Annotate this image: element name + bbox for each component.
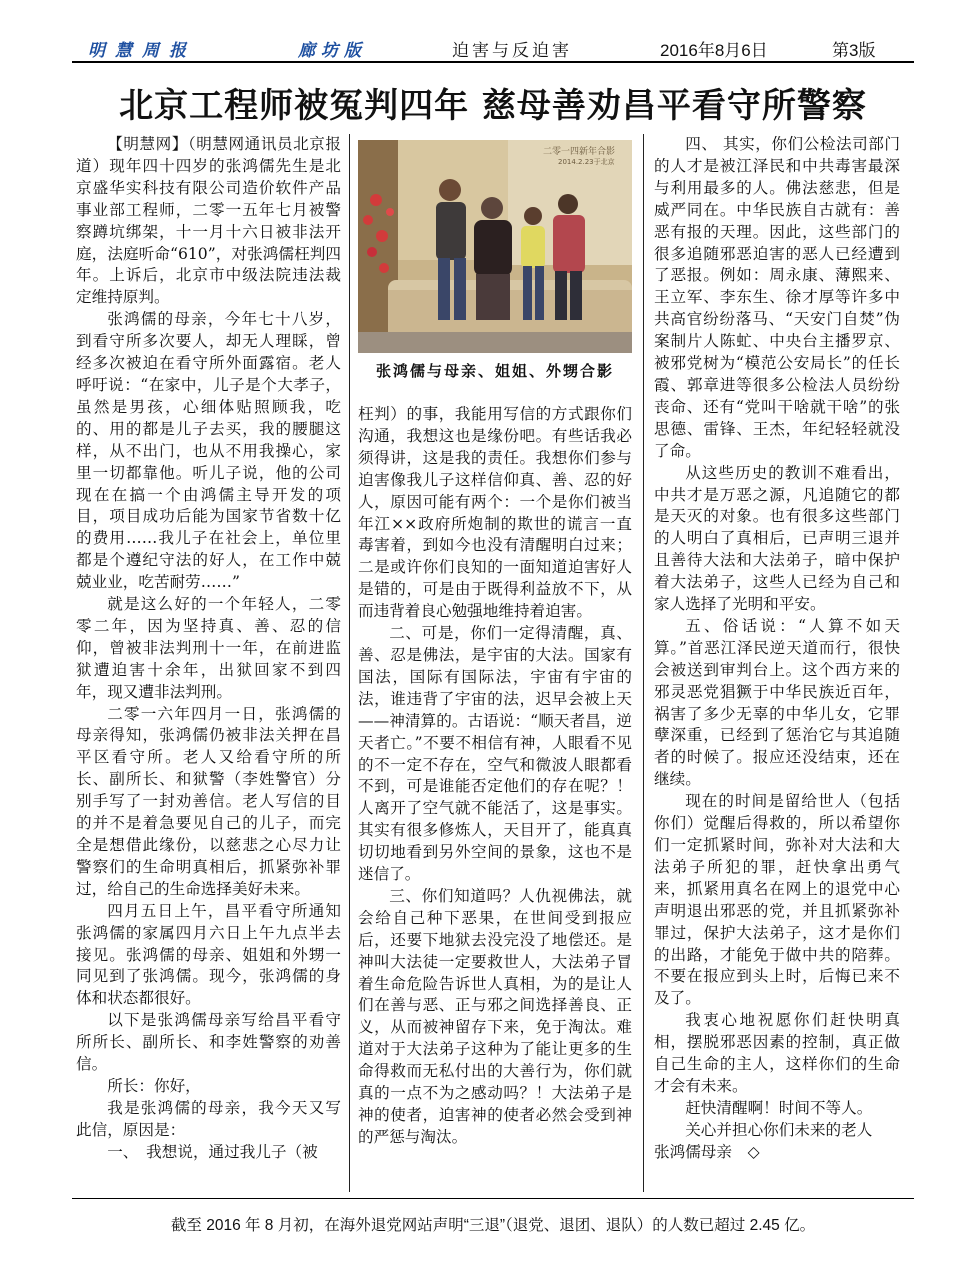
- paragraph: 就是这么好的一个年轻人，二零零二年，因为坚持真、善、忍的信仰，曾被非法判刑十一年，在前进监狱遭迫害十余年，出狱回家不到四年，现又遭非法判刑。: [76, 595, 341, 701]
- page-number: 第3版: [832, 41, 876, 60]
- paper-name: 明慧周报: [88, 41, 196, 61]
- photo-inscription: 二零一四新年合影: [543, 147, 616, 157]
- edition-name: 廊坊版: [298, 41, 367, 61]
- masthead-rule: [72, 61, 914, 63]
- footer-notice: 截至 2016 年 8 月初，在海外退党网站声明“三退”（退党、退团、退队）的人数已超过 2.45 亿。: [170, 1217, 816, 1234]
- paragraph: 现在的时间是留给世人（包括你们）觉醒后得救的，所以希望你们一定抓紧时间，弥补对大法和大法弟子所犯的罪，赶快拿出勇气来，抓紧用真名在网上的退党中心声明退出邪恶的党，并且抓紧弥补罪过，保护大法弟子，这才是你们的出路，才能免于做中共的陪葬。不要在报应到头上时，后悔已来不及了。: [654, 792, 900, 1008]
- column-divider: [643, 134, 644, 1192]
- paragraph: 五、俗话说：“人算不如天算。”首恶江泽民逆天道而行，很快会被送到审判台上。这个西方来的邪灵恶党猖獗于中华民族近百年，祸害了多少无辜的中华儿女，它罪孽深重，已经到了惩治它与其追随者的时候了。报应还没结束，还在继续。: [654, 616, 900, 789]
- issue-date: 2016年8月6日: [660, 41, 768, 60]
- article-column-3: [654, 134, 900, 1164]
- paragraph: 我衷心地祝愿你们赶快明真相，摆脱邪恶因素的控制，真正做自己生命的主人，这样你们的生命才会有未来。: [654, 1011, 900, 1095]
- paragraph: 我是张鸿儒的母亲，我今天又写此信，原因是：: [76, 1098, 341, 1139]
- article-headline: 北京工程师被冤判四年 慈母善劝昌平看守所警察: [119, 86, 867, 126]
- footer-rule: [72, 1198, 914, 1199]
- article-column-2: [358, 404, 632, 1149]
- article-column-1: [76, 134, 341, 1164]
- photo-inscription-date: 2014.2.23于北京: [558, 158, 615, 166]
- letter-salutation: 所长：你好，: [107, 1076, 201, 1095]
- paragraph: 三、你们知道吗？人仇视佛法，就会给自己种下恶果，在世间受到报应后，还要下地狱去没完没了地偿还。是神叫大法徒一定要救世人，大法弟子冒着生命危险告诉世人真相，为的是让人们在善与恶、正与邪之间选择善良、正义，从而被神留存下来，免于淘汰。难道对于大法弟子这种为了能让更多的生命得救而无私付出的大善行为，你们就真的一点不为之感动吗？！大法弟子是神的使者，迫害神的使者必然会受到神的严惩与淘汰。: [358, 886, 632, 1146]
- paragraph: 【明慧网】（明慧网通讯员北京报道）现年四十四岁的张鸿儒先生是北京盛华实科技有限公司造价软件产品事业部工程师，二零一五年七月被警察蹲坑绑架，十一月十六日被非法开庭，法庭听命“610”，对张鸿儒枉判四年。上诉后，北京市中级法院违法裁定维持原判。: [76, 135, 341, 307]
- masthead: [72, 34, 914, 62]
- paragraph: 二零一六年四月一日，张鸿儒的母亲得知，张鸿儒仍被非法关押在昌平区看守所。老人又给看守所的所长、副所长、和狱警（李姓警官）分别手写了一封劝善信。老人写信的目的并不是着急要见自己的儿子，而完全是想借此缘份，以慈悲之心尽力让警察们的生命明真相后，抓紧弥补罪过，给自己的生命选择美好未来。: [76, 704, 341, 898]
- column-divider: [349, 134, 350, 1192]
- paragraph: 张鸿儒的母亲，今年七十八岁，到看守所多次要人，却无人理睬，曾经多次被迫在看守所外面露宿。老人呼吁说：“在家中，儿子是个大孝子，虽然是男孩，心细体贴照顾我，吃的、用的都是儿子去买，我的腰腿这样，从不出门，也从不用我操心，家里一切都靠他。听儿子说，他的公司现在在搞一个由鸿儒主导开发的项目，项目成功后能为国家节省数十亿的费用……我儿子在社会上，单位里都是个遵纪守法的好人，在工作中兢兢业业，吃苦耐劳……”: [76, 310, 341, 592]
- letter-closing: 关心并担心你们未来的老人: [685, 1120, 873, 1139]
- paragraph: 四月五日上午，昌平看守所通知张鸿儒的家属四月六日上午九点半去接见。张鸿儒的母亲、姐姐和外甥一同见到了张鸿儒。现今，张鸿儒的身体和状态都很好。: [76, 901, 341, 1008]
- family-photo: [358, 140, 632, 353]
- section-title: 迫害与反迫害: [452, 41, 572, 61]
- paragraph: 赶快清醒啊！时间不等人。: [685, 1098, 873, 1117]
- paragraph: 从这些历史的教训不难看出，中共才是万恶之源，凡追随它的都是天灭的对象。也有很多这些部门的人明白了真相后，已声明三退并且善待大法和大法弟子，暗中保护着大法弟子，这些人已经为自己和家人选择了光明和平安。: [654, 463, 900, 614]
- letter-signature: 张鸿儒母亲 ◇: [654, 1142, 760, 1161]
- paragraph: 四、 其实，你们公检法司部门的人才是被江泽民和中共毒害最深与利用最多的人。佛法慈悲，但是威严同在。中华民族自古就有：善恶有报的天理。因此，这些部门的很多追随邪恶迫害的恶人已经遭到了恶报。例如：周永康、薄熙来、王立军、李东生、徐才厚等许多中共高官纷纷落马、“天安门自焚”伪案制片人陈虻、中央台主播罗京、被邪党树为“模范公安局长”的任长霞、郭章进等很多公检法人员纷纷丧命、还有“党叫干啥就干啥”的张思德、雷锋、王杰，年纪轻轻就没了命。: [654, 135, 900, 460]
- photo-caption: 张鸿儒与母亲、姐姐、外甥合影: [375, 362, 614, 380]
- paragraph: 二、可是，你们一定得清醒，真、善、忍是佛法，是宇宙的大法。国家有国法，国际有国际法，宇宙有宇宙的法，谁违背了宇宙的法，迟早会被上天——神清算的。古语说：“顺天者昌，逆天者亡。”不要不相信有神，人眼看不见的不一定不存在，空气和微波人眼都看不到，可是谁能否定他们的存在呢？！人离开了空气就不能活了，这是事实。其实有很多修炼人，天目开了，能真真切切地看到另外空间的景象，这也不是迷信了。: [358, 624, 632, 884]
- paragraph: 枉判）的事，我能用写信的方式跟你们沟通，我想这也是缘份吧。有些话我必须得讲，这是我的责任。我想你们参与迫害像我儿子这样信仰真、善、忍的好人，原因可能有两个：一个是你们被当年江××政府所炮制的欺世的谎言一直毒害着，到如今也没有清醒明白过来；二是或许你们良知的一面知道迫害好人是错的，可是由于既得利益放不下，从而违背着良心勉强地维持着迫害。: [358, 405, 632, 621]
- paragraph: 一、 我想说，通过我儿子（被: [107, 1142, 318, 1161]
- paragraph: 以下是张鸿儒母亲写给昌平看守所所长、副所长、和李姓警察的劝善信。: [76, 1011, 341, 1074]
